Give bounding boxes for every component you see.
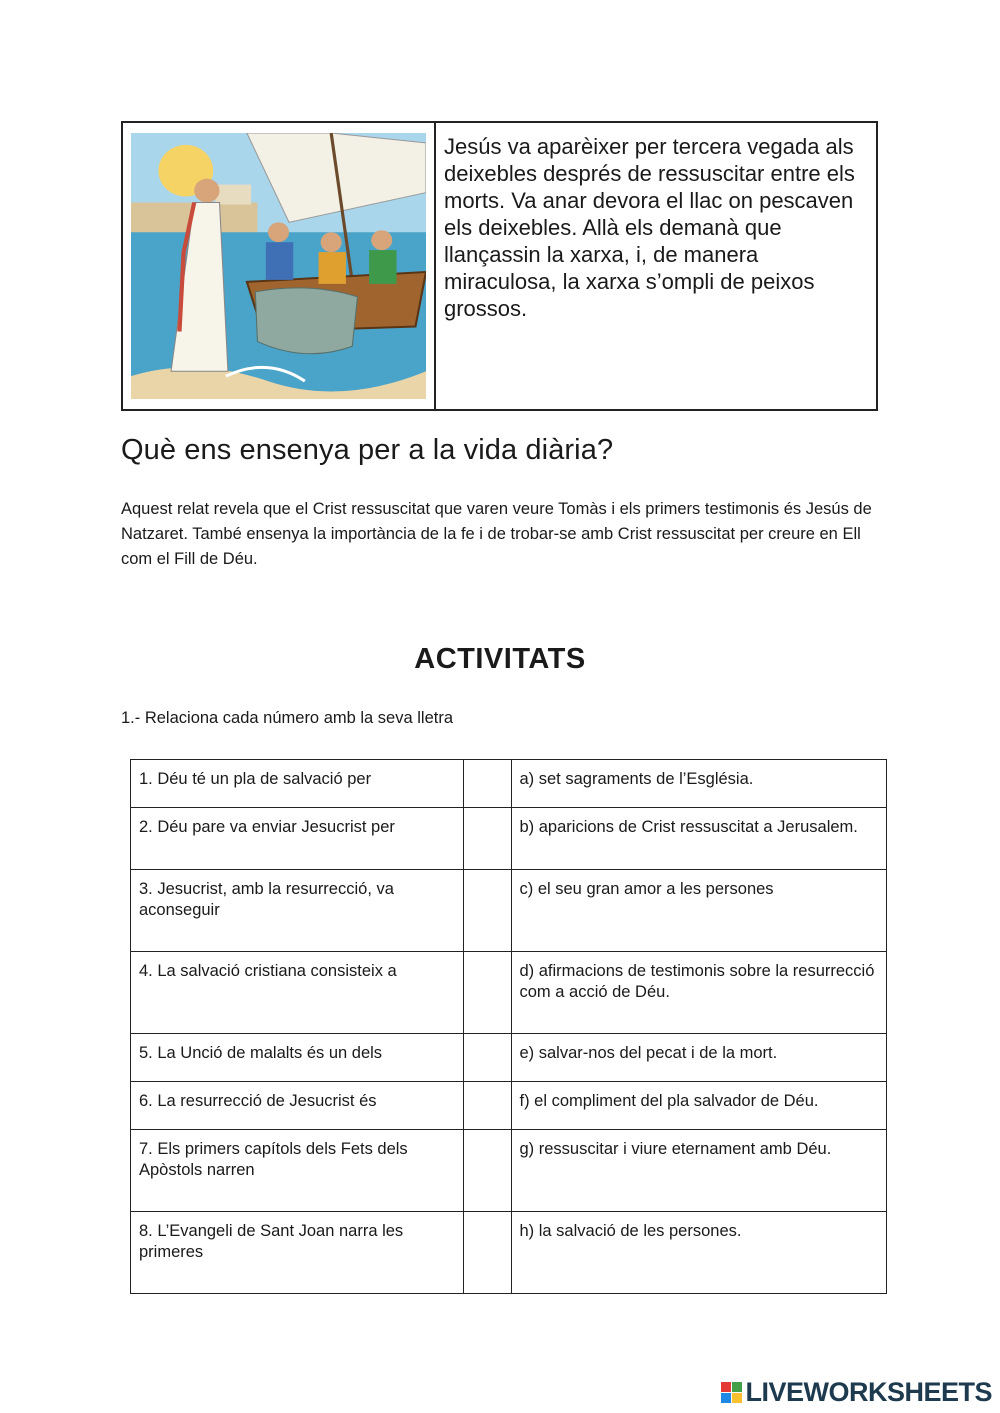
- table-row: [131, 808, 887, 870]
- answer-cell[interactable]: [463, 760, 511, 808]
- answer-input[interactable]: [472, 817, 503, 855]
- logo-square: [732, 1382, 742, 1392]
- answer-cell[interactable]: [463, 870, 511, 952]
- answer-input[interactable]: [472, 1139, 503, 1177]
- option-cell: f) el compliment del pla salvador de Déu.: [511, 1082, 887, 1130]
- answer-input[interactable]: [472, 1221, 503, 1259]
- table-row: [131, 1212, 887, 1294]
- answer-cell[interactable]: [463, 1130, 511, 1212]
- statement-cell: 7. Els primers capítols dels Fets dels Apòstols narren: [131, 1130, 464, 1212]
- lesson-paragraph: Aquest relat revela que el Crist ressuscitat que varen veure Tomàs i els primers testimonis és Jesús de Natzaret. També ensenya la importància de la fe i de trobar-se amb Crist ressuscitat per creure en Ell com el Fill de Déu.: [121, 500, 872, 568]
- answer-input[interactable]: [472, 769, 503, 807]
- table-row: [131, 870, 887, 952]
- option-cell: e) salvar-nos del pecat i de la mort.: [511, 1034, 887, 1082]
- answer-cell[interactable]: [463, 1082, 511, 1130]
- statement-cell: 3. Jesucrist, amb la resurrecció, va aconseguir: [131, 870, 464, 952]
- activity-instruction: 1.- Relaciona cada número amb la seva lletra: [121, 709, 454, 727]
- answer-cell[interactable]: [463, 1212, 511, 1294]
- option-cell: a) set sagraments de l’Església.: [511, 760, 887, 808]
- table-row: [131, 952, 887, 1034]
- logo-square: [721, 1393, 731, 1403]
- statement-cell: 6. La resurrecció de Jesucrist és: [131, 1082, 464, 1130]
- table-row: [131, 760, 887, 808]
- table-row: [131, 1130, 887, 1212]
- brand-name: LIVEWORKSHEETS: [745, 1377, 992, 1407]
- answer-cell[interactable]: [463, 1034, 511, 1082]
- option-cell: g) ressuscitar i viure eternament amb Déu.: [511, 1130, 887, 1212]
- activities-title: ACTIVITATS: [414, 643, 586, 675]
- logo-square: [732, 1393, 742, 1403]
- option-cell: d) afirmacions de testimonis sobre la resurrecció com a acció de Déu.: [511, 952, 887, 1034]
- statement-cell: 2. Déu pare va enviar Jesucrist per: [131, 808, 464, 870]
- answer-cell[interactable]: [463, 952, 511, 1034]
- answer-input[interactable]: [472, 961, 503, 999]
- story-paragraph: Jesús va aparèixer per tercera vegada als deixebles després de ressuscitar entre els morts. Va anar devora el llac on pescaven els deixebles. Allà els demanà que llançassin la xarxa, i, de manera miraculosa, la xarxa s’ompli de peixos grossos.: [444, 134, 855, 321]
- illustration-frame: [123, 123, 436, 409]
- answer-input[interactable]: [472, 879, 503, 917]
- answer-cell[interactable]: [463, 808, 511, 870]
- story-box: [121, 121, 878, 411]
- statement-cell: 8. L’Evangeli de Sant Joan narra les primeres: [131, 1212, 464, 1294]
- liveworksheets-logo-icon: [721, 1382, 742, 1403]
- statement-cell: 1. Déu té un pla de salvació per: [131, 760, 464, 808]
- liveworksheets-brand: [721, 1377, 992, 1408]
- lesson-heading: Què ens ensenya per a la vida diària?: [121, 434, 614, 466]
- table-row: [131, 1082, 887, 1130]
- answer-input[interactable]: [472, 1043, 503, 1081]
- miraculous-catch-illustration: [131, 133, 426, 399]
- option-cell: h) la salvació de les persones.: [511, 1212, 887, 1294]
- statement-cell: 5. La Unció de malalts és un dels: [131, 1034, 464, 1082]
- table-row: [131, 1034, 887, 1082]
- answer-input[interactable]: [472, 1091, 503, 1129]
- option-cell: b) aparicions de Crist ressuscitat a Jerusalem.: [511, 808, 887, 870]
- matching-table: [130, 759, 887, 1294]
- logo-square: [721, 1382, 731, 1392]
- statement-cell: 4. La salvació cristiana consisteix a: [131, 952, 464, 1034]
- option-cell: c) el seu gran amor a les persones: [511, 870, 887, 952]
